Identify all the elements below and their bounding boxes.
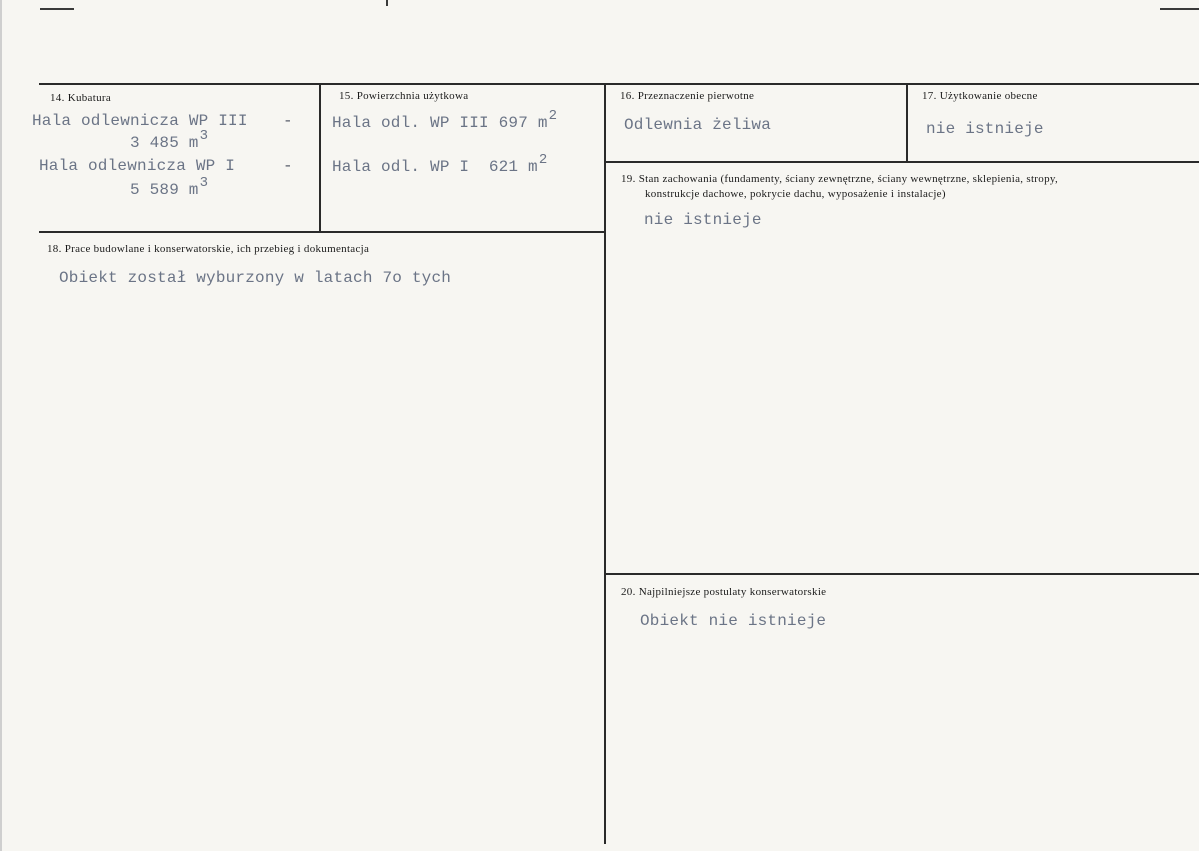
- section-19-label: 19. Stan zachowania (fundamenty, ściany zewnętrzne, ściany wewnętrzne, sklepienia, stropy,: [621, 173, 1059, 185]
- rule-under-14-15: [39, 231, 605, 233]
- section-14-line-4: [130, 175, 209, 199]
- section-16-label: 16. Przeznaczenie pierwotne: [620, 90, 755, 102]
- section-14-dash-1: -: [283, 112, 293, 130]
- section-14-dash-2: -: [283, 157, 293, 175]
- divider-16-17: [906, 84, 908, 162]
- section-20-value: Obiekt nie istnieje: [640, 612, 827, 630]
- top-center-mark: [386, 0, 388, 6]
- rule-above-20: [605, 573, 1199, 575]
- section-19-label-cont: konstrukcje dachowe, pokrycie dachu, wyposażenie i instalacje): [645, 188, 946, 200]
- section-15-value-2: Hala odl. WP I 621 m: [332, 158, 538, 176]
- section-17-value: nie istnieje: [926, 120, 1044, 138]
- divider-15-16: [604, 84, 606, 844]
- section-16-value: Odlewnia żeliwa: [624, 116, 772, 134]
- section-14-value-2: 5 589 m: [130, 181, 199, 199]
- section-15-unit-sup-2: 2: [538, 152, 548, 168]
- top-left-mark: [40, 8, 74, 10]
- section-15-label: 15. Powierzchnia użytkowa: [339, 90, 469, 102]
- section-14-unit-sup-1: 3: [199, 128, 209, 144]
- section-20-label: 20. Najpilniejsze postulaty konserwatorskie: [621, 586, 827, 598]
- section-15-value-1: Hala odl. WP III 697 m: [332, 114, 548, 132]
- section-17-label: 17. Użytkowanie obecne: [922, 90, 1038, 102]
- divider-14-15: [319, 84, 321, 232]
- top-right-mark: [1160, 8, 1199, 10]
- section-14-label: 14. Kubatura: [50, 92, 112, 104]
- section-14-line-3: Hala odlewnicza WP I: [39, 157, 236, 175]
- section-15-line-2: [332, 152, 548, 176]
- section-19-value: nie istnieje: [644, 211, 762, 229]
- section-18-value: Obiekt został wyburzony w latach 7o tych: [59, 269, 452, 287]
- section-15-unit-sup-1: 2: [548, 108, 558, 124]
- section-14-unit-sup-2: 3: [199, 175, 209, 191]
- section-14-line-2: [130, 128, 209, 152]
- section-15-line-1: [332, 108, 558, 132]
- top-rule: [39, 83, 1199, 85]
- section-14-value-1: 3 485 m: [130, 134, 199, 152]
- section-18-label: 18. Prace budowlane i konserwatorskie, ich przebieg i dokumentacja: [47, 243, 370, 255]
- rule-under-16-17: [605, 161, 1199, 163]
- section-14-line-1: Hala odlewnicza WP III: [32, 112, 248, 130]
